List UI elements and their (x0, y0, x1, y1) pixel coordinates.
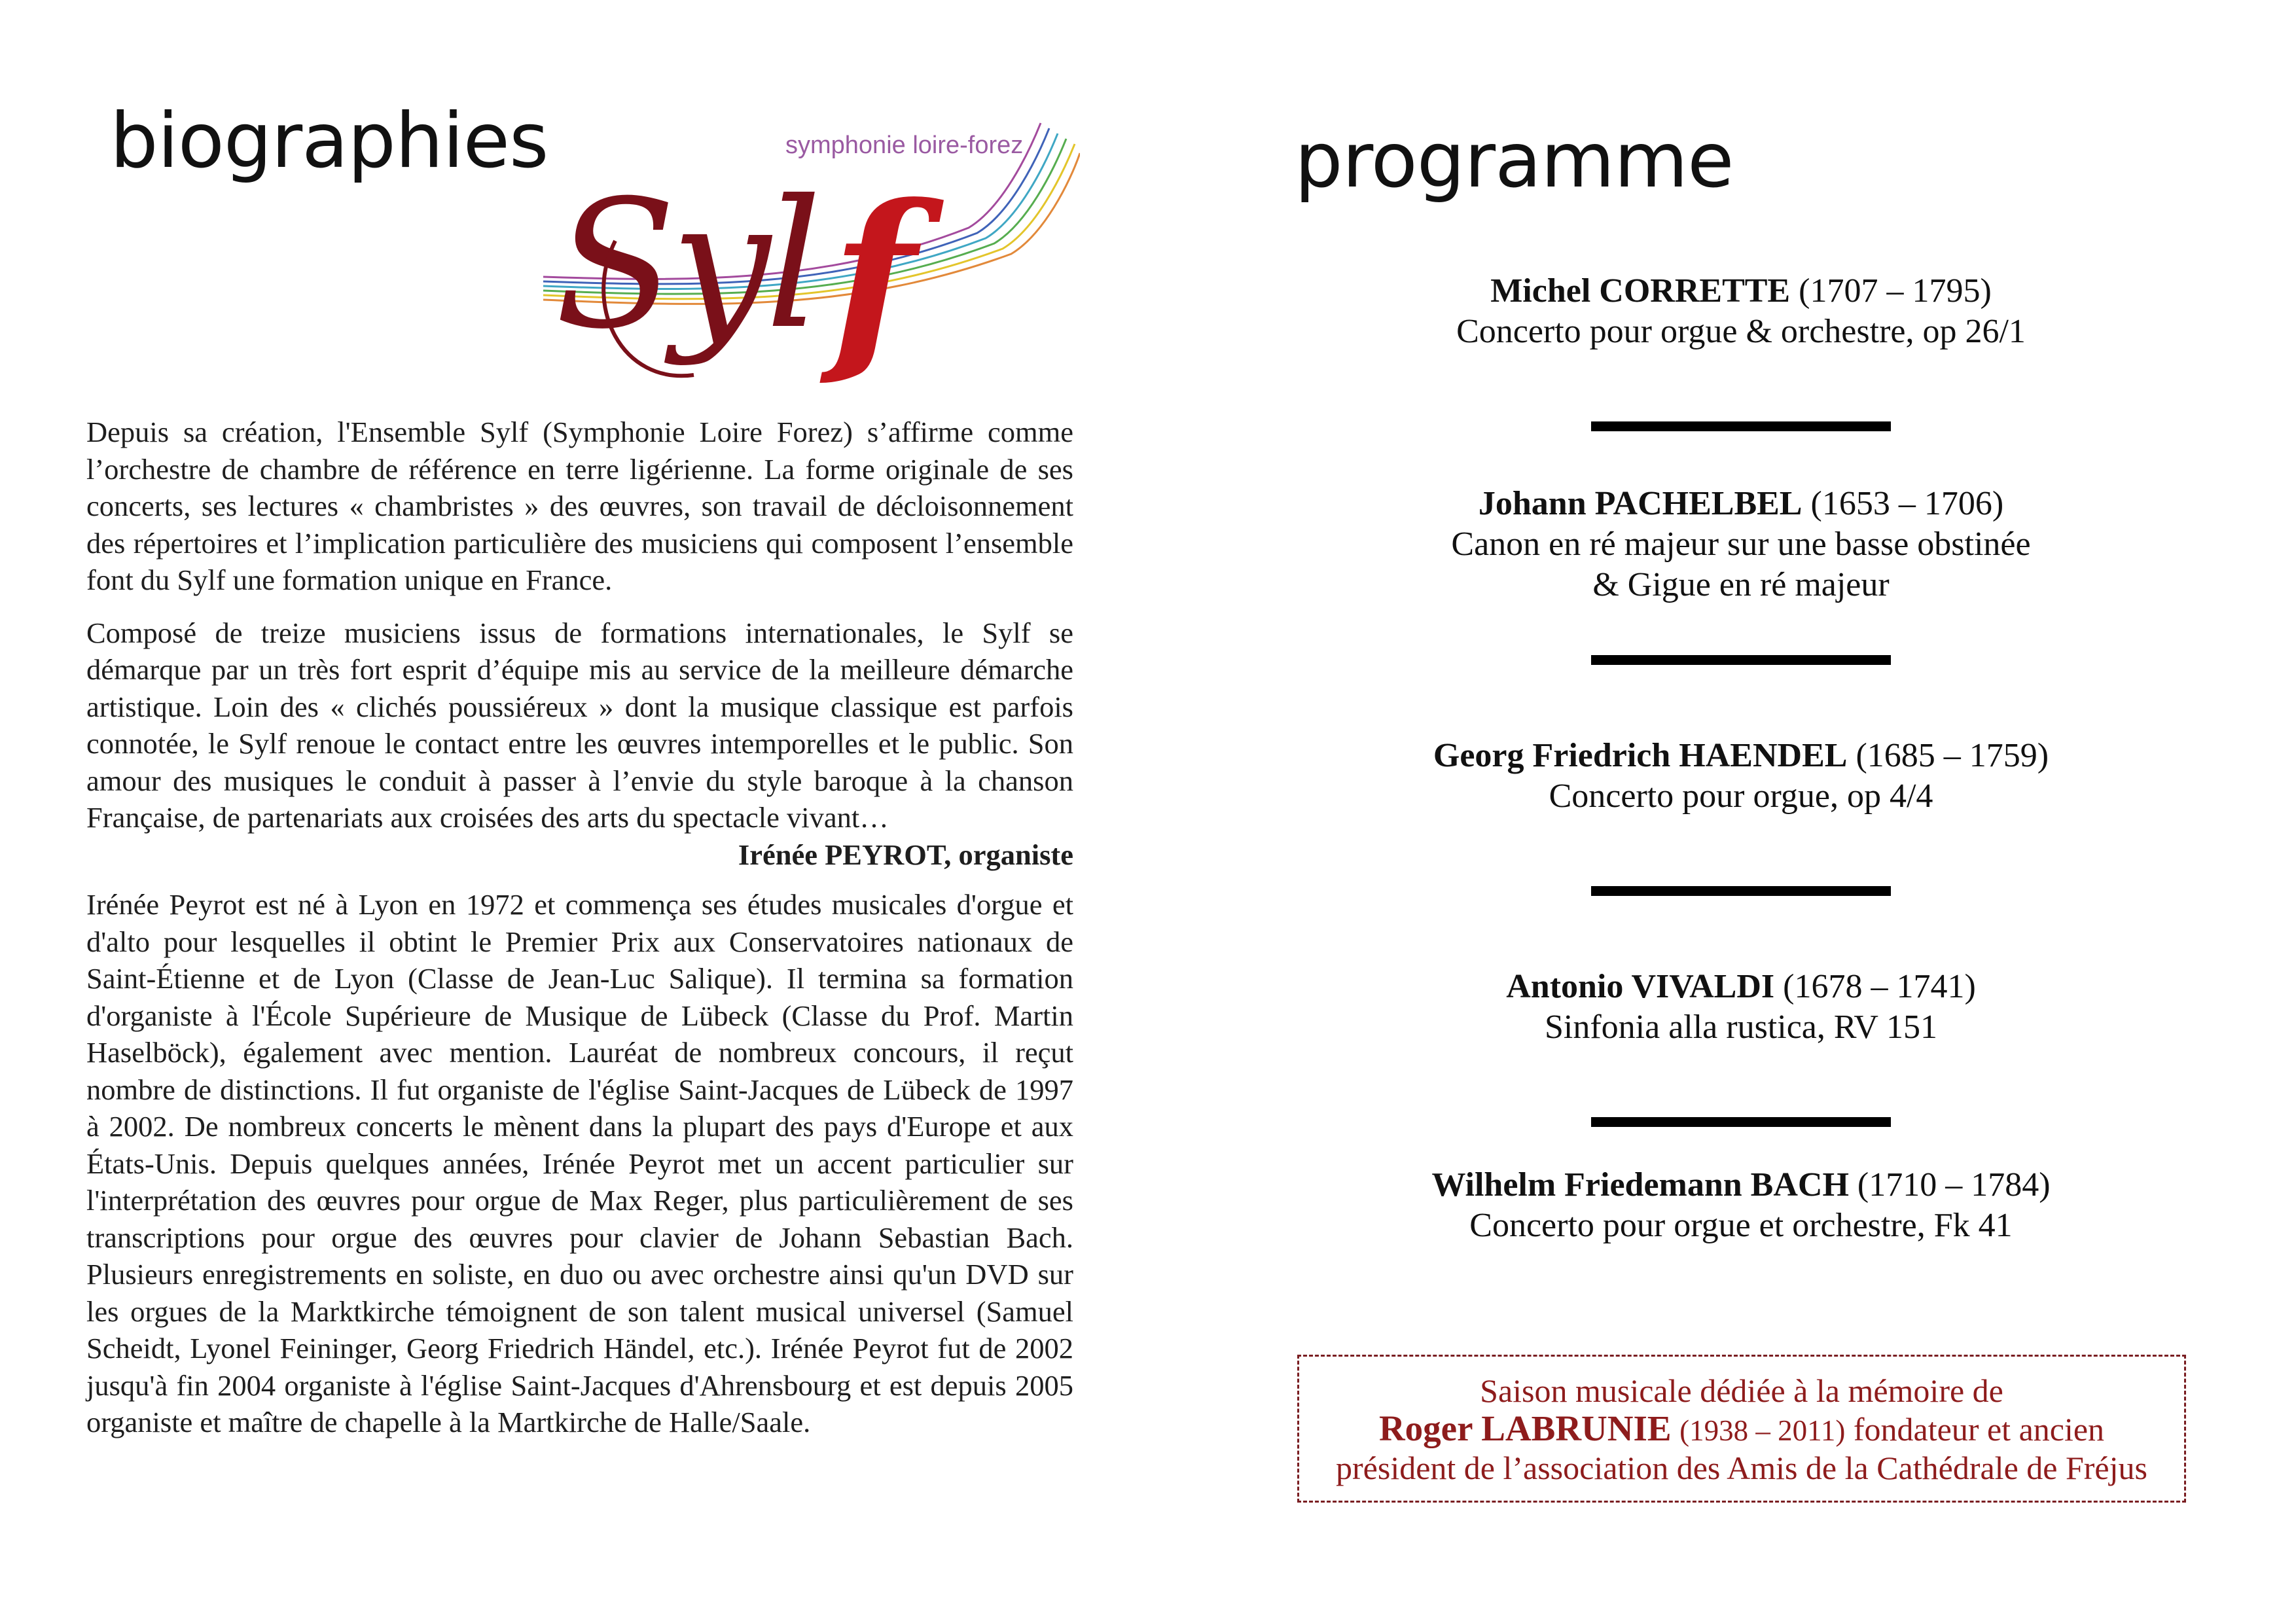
sylf-paragraph-2: Composé de treize musiciens issus de formations internationales, le Sylf se démarque par un très fort esprit d’équipe mis au service de la meilleure démarche artistique. Loin des « clichés poussiéreux » dont la musique classique est parfois connotée, le Sylf renoue le contact entre les œuvres intemporelles et le public. Son amour des musiques le conduit à passer à l’envie du style baroque à la chanson Française, de partenariats aux croisées des arts du spectacle vivant… (86, 616, 1073, 834)
work-title: Concerto pour orgue, op 4/4 (1549, 777, 1933, 815)
work-title: Sinfonia alla rustica, RV 151 (1544, 1008, 1937, 1046)
programme-heading: programme (1295, 116, 1734, 205)
divider (1591, 1117, 1891, 1127)
svg-text:symphonie loire-forez: symphonie loire-forez (785, 132, 1024, 159)
dedication-line-2 (1299, 1410, 2184, 1450)
svg-text:Syl: Syl (555, 162, 817, 368)
dedication-line-3: président de l’association des Amis de la Cathédrale de Fréjus (1336, 1450, 2147, 1486)
work-title: & Gigue en ré majeur (1592, 566, 1890, 603)
programme-item-vivaldi (1276, 967, 2206, 1048)
biography-text (86, 414, 1073, 1457)
programme-item-pachelbel (1276, 484, 2206, 605)
composer-name: Michel CORRETTE (1490, 272, 1791, 310)
work-title: Concerto pour orgue & orchestre, op 26/1 (1456, 313, 2026, 350)
sylf-logo (543, 110, 1080, 393)
work-title: Canon en ré majeur sur une basse obstinée (1451, 526, 2031, 563)
biographies-heading: biographies (110, 97, 548, 185)
divider (1591, 886, 1891, 896)
organist-paragraph: Irénée Peyrot est né à Lyon en 1972 et commença ses études musicales d'orgue et d'alto pour lesquelles il obtint le Premier Prix aux Conservatoires nationaux de Saint-Étienne et de Lyon (Classe de Jean-Luc Salique). Il termina sa formation d'organiste à l'École Supérieure de Musique de Lübeck (Classe du Prof. Martin Haselböck), également avec mention. Lauréat de nombreux concours, il reçut nombre de distinctions. Il fut organiste de l'église Saint-Jacques de Lübeck de 1997 à 2002. De nombreux concerts le mènent dans la plupart des pays d'Europe et aux États-Unis. Depuis quelques années, Irénée Peyrot met un accent particulier sur l'interprétation des œuvres pour orgue de Max Reger, plus particulièrement de ses transcriptions pour orgue des œuvres pour clavier de Johann Sebastian Bach. Plusieurs enregistrements en soliste, en duo ou avec orchestre ainsi qu'un DVD sur les orgues de la Marktkirche témoignent de son talent musical universel (Samuel Scheidt, Lyonel Feininger, Georg Friedrich Händel, etc.). Irénée Peyrot fut de 2002 jusqu'à fin 2004 organiste à l'église Saint-Jacques d'Ahrensbourg et est depuis 2005 organiste et maître de chapelle à la Martkirche de Halle/Saale. (86, 888, 1073, 1438)
sylf-paragraph: Depuis sa création, l'Ensemble Sylf (Symphonie Loire Forez) s’affirme comme l’orchestre de chambre de référence en terre ligérienne. La forme originale de ses concerts, ses lectures « chambristes » des œuvres, son travail de décloisonnement des répertoires et l’implication particulière des musiciens qui composent l’ensemble font du Sylf une formation unique en France. (86, 416, 1073, 596)
programme-item-haendel (1276, 736, 2206, 817)
dedication-line-1: Saison musicale dédiée à la mémoire de (1480, 1372, 2003, 1409)
composer-dates: (1685 – 1759) (1856, 737, 2049, 774)
sylf-logo-graphic (543, 110, 1080, 393)
dedication-role: fondateur et ancien (1845, 1411, 2105, 1448)
composer-name: Johann PACHELBEL (1478, 485, 1803, 522)
divider (1591, 421, 1891, 431)
work-title: Concerto pour orgue et orchestre, Fk 41 (1469, 1207, 2013, 1244)
composer-name: Georg Friedrich HAENDEL (1433, 737, 1848, 774)
programme-item-bach (1276, 1165, 2206, 1246)
composer-name: Wilhelm Friedemann BACH (1431, 1166, 1849, 1204)
organist-title: Irénée PEYROT, organiste (738, 838, 1073, 871)
composer-dates: (1653 – 1706) (1810, 485, 2004, 522)
composer-dates: (1707 – 1795) (1799, 272, 1992, 310)
dedication-box (1297, 1355, 2186, 1503)
svg-text:f: f (831, 161, 916, 392)
programme-item-corrette (1276, 271, 2206, 352)
dedication-dates: (1938 – 2011) (1679, 1414, 1846, 1447)
composer-name: Antonio VIVALDI (1506, 968, 1775, 1005)
dedication-name: Roger LABRUNIE (1378, 1408, 1672, 1448)
composer-dates: (1678 – 1741) (1783, 968, 1976, 1005)
programme-list (1276, 271, 2206, 1246)
composer-dates: (1710 – 1784) (1857, 1166, 2051, 1204)
divider (1591, 655, 1891, 665)
